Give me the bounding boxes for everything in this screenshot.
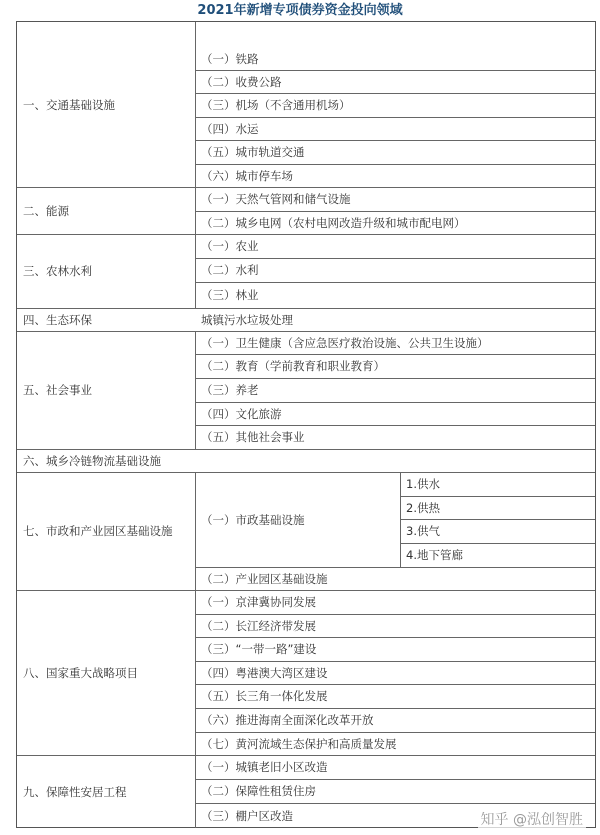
section-name: 九、保障性安居工程 <box>23 784 127 799</box>
item: （二）教育（学前教育和职业教育） <box>201 359 385 373</box>
section-name: 七、市政和产业园区基础设施 <box>23 524 173 538</box>
item: （六）推进海南全面深化改革开放 <box>201 713 374 727</box>
sub-item: 2.供热 <box>406 500 440 515</box>
section-name: 八、国家重大战略项目 <box>23 665 138 680</box>
item: 城镇污水垃圾处理 <box>201 312 293 327</box>
column-divider <box>195 331 196 449</box>
item: （四）水运 <box>201 121 259 136</box>
section-name: 二、能源 <box>23 203 69 218</box>
item: （五）城市轨道交通 <box>201 145 305 159</box>
column-divider <box>195 472 196 828</box>
item: （一）农业 <box>201 239 259 253</box>
item: （五）其他社会事业 <box>201 430 305 444</box>
item: （二）长江经济带发展 <box>201 618 316 633</box>
item: （七）黄河流域生态保护和高质量发展 <box>201 736 397 751</box>
item: （二）保障性租赁住房 <box>201 784 316 798</box>
item: （一）卫生健康（含应急医疗救治设施、公共卫生设施） <box>201 335 489 350</box>
item: （四）文化旅游 <box>201 406 282 421</box>
item: （一）铁路 <box>201 51 259 66</box>
section-divider <box>17 308 595 309</box>
item: （二）城乡电网（农村电网改造升级和城市配电网） <box>201 215 466 230</box>
item: （五）长三角一体化发展 <box>201 689 328 703</box>
sub-item: 3.供气 <box>406 524 440 538</box>
watermark: 知乎 @泓创智胜 <box>478 809 586 829</box>
section-name: 五、社会事业 <box>23 383 92 397</box>
item: （三）林业 <box>201 288 259 302</box>
investment-table <box>16 21 596 828</box>
item: （四）粤港澳大湾区建设 <box>201 665 328 680</box>
section-name: 三、农林水利 <box>23 264 92 278</box>
item: （六）城市停车场 <box>201 168 293 183</box>
column-divider <box>195 22 196 308</box>
item: （二）收费公路 <box>201 74 282 89</box>
item: （三）“一带一路”建设 <box>201 642 317 656</box>
item: （一）市政基础设施 <box>201 512 305 527</box>
sub-item: 4.地下管廊 <box>406 548 463 562</box>
section-name: 六、城乡冷链物流基础设施 <box>23 453 161 468</box>
item: （一）京津冀协同发展 <box>201 595 316 609</box>
item: （一）天然气管网和储气设施 <box>201 192 351 206</box>
item: （二）水利 <box>201 263 259 277</box>
item: （三）养老 <box>201 383 259 397</box>
page-title: 2021年新增专项债券资金投向领域 <box>197 3 403 18</box>
item: （二）产业园区基础设施 <box>201 571 328 586</box>
sub-item: 1.供水 <box>406 477 440 491</box>
section-name: 四、生态环保 <box>23 312 92 327</box>
item: （三）棚户区改造 <box>201 808 293 823</box>
section-divider <box>17 234 595 235</box>
item: （一）城镇老旧小区改造 <box>201 760 328 774</box>
section-name: 一、交通基础设施 <box>23 97 115 112</box>
item: （三）机场（不含通用机场） <box>201 98 351 112</box>
